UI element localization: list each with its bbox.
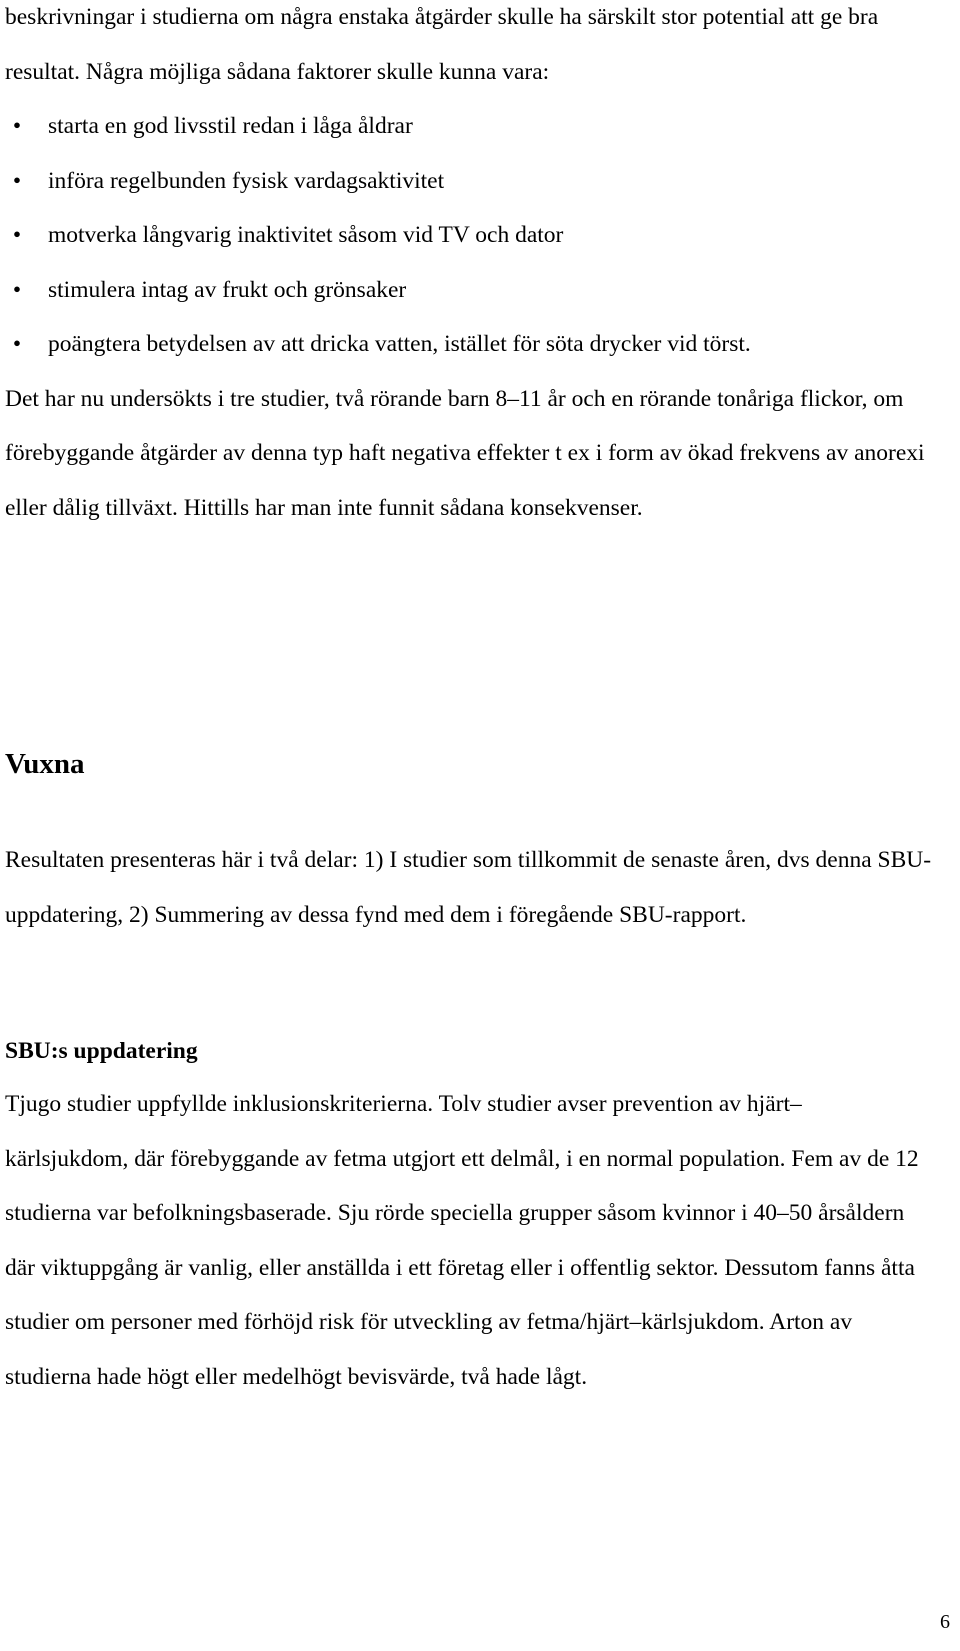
- bullet-list: [5, 99, 935, 372]
- list-item: [5, 99, 935, 154]
- list-item: [5, 154, 935, 209]
- subheading-sbu-update: SBU:s uppdatering: [5, 1038, 198, 1064]
- bullet-icon: •: [12, 113, 22, 139]
- list-item-text: stimulera intag av frukt och grönsaker: [48, 276, 407, 303]
- list-item-text: starta en god livsstil redan i låga åldrar: [48, 113, 413, 139]
- paragraph-negative-effects: Det har nu undersökts i tre studier, två rörande barn 8–11 år och en rörande tonåriga flickor, om förebyggande åtgärder av denna typ haft negativa effekter t ex i form av ökad frekvens av anorexi eller dålig tillväxt. Hittills har man inte funnit sådana konsekvenser.: [5, 385, 925, 521]
- bullet-icon: •: [12, 331, 22, 357]
- bullet-icon: •: [12, 222, 22, 248]
- page-number: 6: [940, 1611, 950, 1633]
- list-item: [5, 317, 935, 372]
- intro-paragraph: beskrivningar i studierna om några enstaka åtgärder skulle ha särskilt stor potential att ge bra resultat. Några möjliga sådana faktorer skulle kunna vara:: [5, 4, 879, 85]
- paragraph-results-intro: Resultaten presenteras här i två delar: 1) I studier som tillkommit de senaste åren, dvs denna SBU-uppdatering, 2) Summering av dessa fynd med dem i föregående SBU-rapport.: [5, 847, 932, 928]
- list-item: [5, 208, 935, 263]
- section-heading-vuxna: Vuxna: [5, 748, 85, 780]
- list-item-text: motverka långvarig inaktivitet såsom vid TV och dator: [48, 222, 564, 248]
- bullet-icon: •: [12, 276, 22, 303]
- list-item: [5, 263, 935, 318]
- top-block: [5, 0, 935, 535]
- list-item-text: poängtera betydelsen av att dricka vatten, istället för söta drycker vid törst.: [48, 331, 751, 357]
- list-item-text: införa regelbunden fysisk vardagsaktivitet: [48, 167, 445, 194]
- bullet-icon: •: [12, 167, 22, 194]
- paragraph-sbu-update: Tjugo studier uppfyllde inklusionskriterierna. Tolv studier avser prevention av hjärt–kärlsjukdom, där förebyggande av fetma utgjort ett delmål, i en normal population. Fem av de 12 studierna var befolkningsbaserade. Sju rörde speciella grupper såsom kvinnor i 40–50 årsåldern där viktuppgång är vanlig, eller anställda i ett företag eller i offentlig sektor. Dessutom fanns åtta studier om personer med förhöjd risk för utveckling av fetma/hjärt–kärlsjukdom. Arton av studierna hade högt eller medelhögt bevisvärde, två hade lågt.: [5, 1091, 919, 1390]
